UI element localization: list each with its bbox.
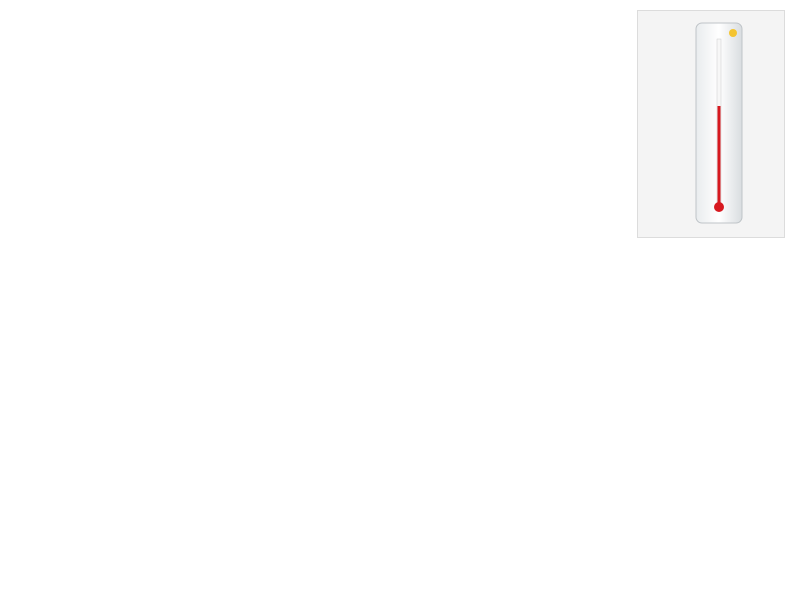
thermometer-image [637, 10, 785, 238]
formula-line [10, 449, 34, 472]
credit-watermark [770, 30, 798, 230]
thermometer-icon [638, 11, 784, 237]
